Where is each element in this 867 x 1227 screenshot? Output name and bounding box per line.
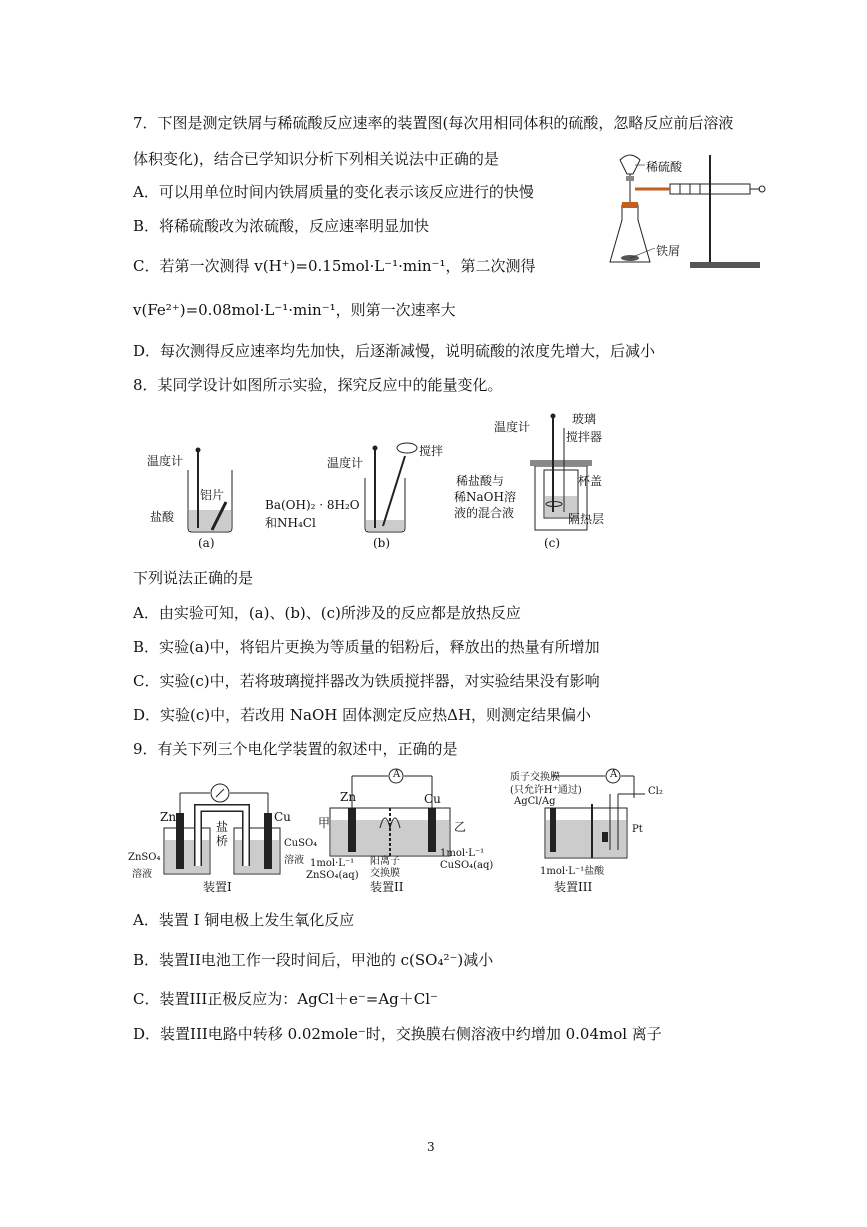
q7-iron-label: 铁屑 bbox=[656, 244, 681, 258]
q7-stem-line2: 体积变化)，结合已学知识分析下列相关说法中正确的是 bbox=[133, 150, 499, 168]
q9-3-cl2-label: Cl₂ bbox=[648, 786, 663, 797]
q7-option-b: B．将稀硫酸改为浓硫酸，反应速率明显加快 bbox=[133, 217, 430, 235]
q9-1-left-solution-2: 溶液 bbox=[132, 869, 152, 880]
q8-a-caption: (a) bbox=[198, 536, 215, 550]
q8-c-glass-label-1: 玻璃 bbox=[572, 412, 597, 426]
q7-acid-label: 稀硫酸 bbox=[646, 160, 683, 174]
q9-option-d: D．装置III电路中转移 0.02mole⁻时，交换膜右侧溶液中约增加 0.04mol 离子 bbox=[133, 1025, 662, 1043]
q9-device-2 bbox=[300, 768, 495, 893]
q9-2-left-solution-2: ZnSO₄(aq) bbox=[306, 870, 359, 881]
q9-stem: 9．有关下列三个电化学装置的叙述中，正确的是 bbox=[133, 740, 458, 758]
q8-c-mixture-line1: 稀盐酸与 bbox=[456, 474, 505, 488]
q8-b-caption: (b) bbox=[373, 536, 391, 550]
q8-option-d: D．实验(c)中，若改用 NaOH 固体测定反应热ΔH，则测定结果偏小 bbox=[133, 706, 592, 724]
q9-2-ammeter-label: A bbox=[393, 769, 401, 780]
q9-3-pt-label: Pt bbox=[632, 824, 643, 835]
q8-c-glass-label-2: 搅拌器 bbox=[566, 430, 603, 444]
q9-2-left-solution-1: 1mol·L⁻¹ bbox=[310, 858, 355, 869]
q9-1-left-solution-1: ZnSO₄ bbox=[128, 852, 161, 863]
q9-1-bridge-label-1: 盐 bbox=[216, 820, 229, 834]
q9-1-caption: 装置I bbox=[203, 880, 232, 894]
q8-figure-b bbox=[265, 438, 445, 550]
q8-option-a: A．由实验可知，(a)、(b)、(c)所涉及的反应都是放热反应 bbox=[133, 604, 521, 622]
q9-1-right-solution-1: CuSO₄ bbox=[284, 838, 318, 849]
q9-option-b: B．装置II电池工作一段时间后，甲池的 c(SO₄²⁻)减小 bbox=[133, 951, 494, 969]
q9-option-c: C．装置III正极反应为：AgCl＋e⁻=Ag＋Cl⁻ bbox=[133, 990, 438, 1008]
q9-2-right-solution-2: CuSO₄(aq) bbox=[440, 860, 494, 871]
q9-option-a: A．装置 I 铜电极上发生氧化反应 bbox=[133, 911, 355, 929]
q8-option-c: C．实验(c)中，若将玻璃搅拌器改为铁质搅拌器，对实验结果没有影响 bbox=[133, 672, 600, 690]
q8-a-aluminum-label: 铝片 bbox=[200, 488, 225, 502]
q8-c-thermometer-label: 温度计 bbox=[494, 420, 531, 434]
q9-3-hcl-label: 1mol·L⁻¹盐酸 bbox=[540, 866, 605, 877]
q9-1-bridge-label-2: 桥 bbox=[216, 834, 229, 848]
q9-2-membrane-2: 交换膜 bbox=[370, 868, 400, 879]
q7-option-a: A．可以用单位时间内铁屑质量的变化表示该反应进行的快慢 bbox=[133, 183, 534, 201]
q9-2-yi-label: 乙 bbox=[454, 820, 467, 834]
q7-option-c-line1: C．若第一次测得 v(H⁺)=0.15mol·L⁻¹·min⁻¹，第二次测得 bbox=[133, 257, 536, 275]
q7-option-c-line2: v(Fe²⁺)=0.08mol·L⁻¹·min⁻¹，则第一次速率大 bbox=[133, 301, 456, 319]
q8-a-hcl-label: 盐酸 bbox=[150, 510, 175, 524]
q9-2-zn-label: Zn bbox=[340, 790, 357, 804]
q9-2-membrane-1: 阳离子 bbox=[370, 856, 400, 867]
q7-option-d: D．每次测得反应速率均先加快，后逐渐减慢，说明硫酸的浓度先增大，后减小 bbox=[133, 342, 656, 360]
page-number: 3 bbox=[427, 1140, 435, 1154]
q8-figure-c bbox=[450, 408, 630, 550]
q9-2-cu-label: Cu bbox=[424, 792, 441, 806]
q8-b-thermometer-label: 温度计 bbox=[327, 456, 364, 470]
q9-2-jia-label: 甲 bbox=[318, 816, 331, 830]
q7-stem-line1: 7．下图是测定铁屑与稀硫酸反应速率的装置图(每次用相同体积的硫酸，忽略反应前后溶液 bbox=[133, 114, 734, 132]
q9-3-caption: 装置III bbox=[554, 880, 593, 894]
q8-c-caption: (c) bbox=[544, 536, 561, 550]
q8-option-b: B．实验(a)中，将铝片更换为等质量的铝粉后，释放出的热量有所增加 bbox=[133, 638, 600, 656]
q9-device-3 bbox=[510, 768, 670, 893]
q8-c-insulation-label: 隔热层 bbox=[568, 512, 605, 526]
q9-3-ammeter-label: A bbox=[610, 769, 618, 780]
q9-1-zn-label: Zn bbox=[160, 810, 177, 824]
q9-3-membrane-2: (只允许H⁺通过) bbox=[510, 785, 582, 796]
q9-1-cu-label: Cu bbox=[274, 810, 291, 824]
q9-3-agcl-label: AgCl/Ag bbox=[514, 796, 556, 807]
q8-b-reagent-line1: Ba(OH)₂ · 8H₂O bbox=[265, 498, 360, 512]
q8-c-mixture-line2: 稀NaOH溶 bbox=[454, 490, 516, 504]
q8-c-mixture-line3: 液的混合液 bbox=[454, 506, 515, 520]
q9-2-right-solution-1: 1mol·L⁻¹ bbox=[440, 848, 485, 859]
q7-apparatus-figure bbox=[600, 150, 770, 275]
q9-device-1 bbox=[128, 778, 318, 894]
q7-apparatus-drawing bbox=[600, 150, 770, 275]
q8-figure-a bbox=[140, 440, 240, 550]
q9-2-caption: 装置II bbox=[370, 880, 404, 894]
q8-b-reagent-line2: 和NH₄Cl bbox=[265, 516, 316, 530]
q8-a-thermometer-label: 温度计 bbox=[147, 454, 184, 468]
q8-c-lid-label: 杯盖 bbox=[578, 474, 603, 488]
q9-1-right-solution-2: 溶液 bbox=[284, 855, 304, 866]
q8-b-stir-label: 搅拌 bbox=[419, 444, 444, 458]
q8-stem: 8．某同学设计如图所示实验，探究反应中的能量变化。 bbox=[133, 376, 503, 394]
q8-lead: 下列说法正确的是 bbox=[133, 569, 254, 587]
q9-3-membrane-1: 质子交换膜 bbox=[510, 772, 560, 783]
